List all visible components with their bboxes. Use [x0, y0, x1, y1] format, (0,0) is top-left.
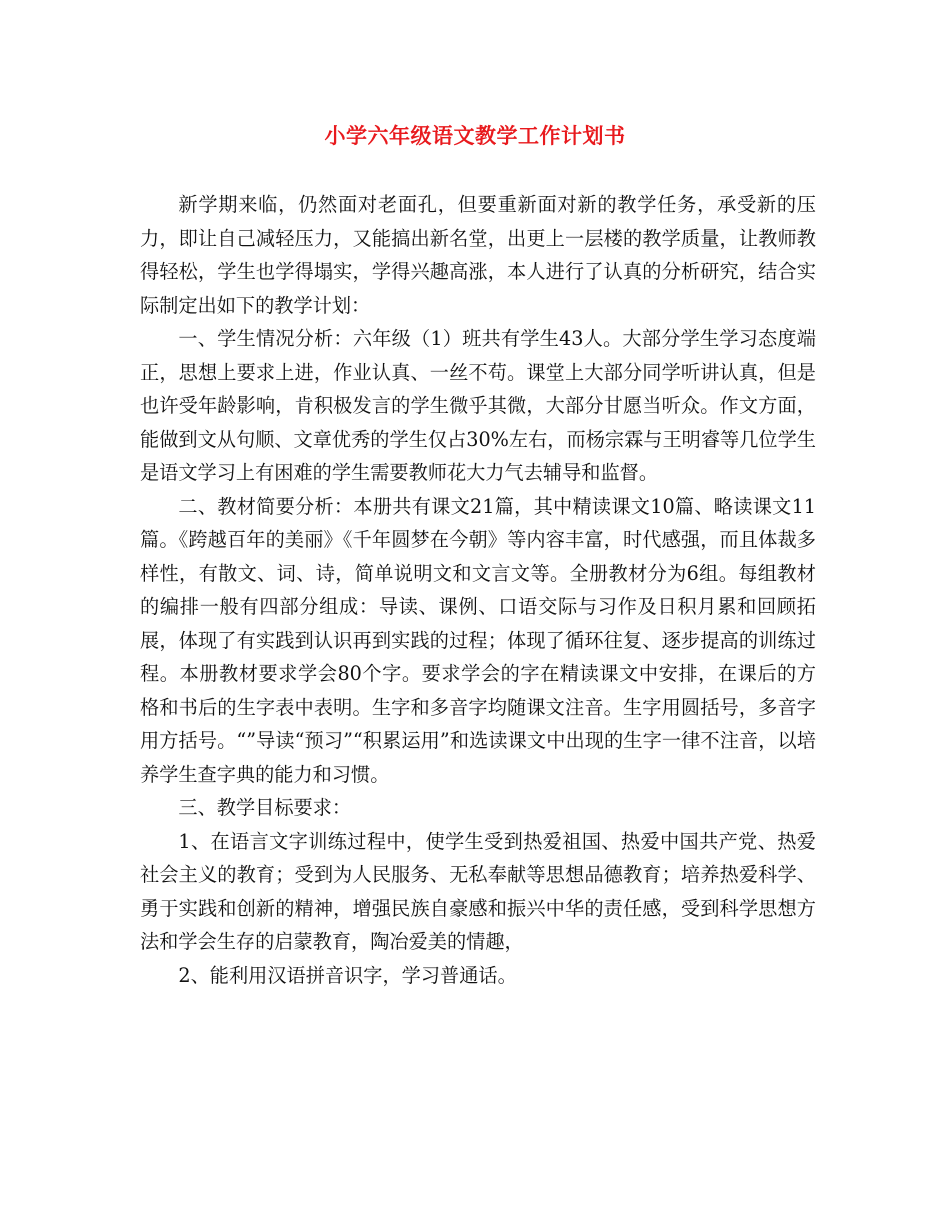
teaching-goals-heading: 三、教学目标要求： [178, 796, 352, 819]
goal-item-1: 1、在语言文字训练过程中，使学生受到热爱祖国、热爱中国共产党、热爱社会主义的教育；受到为人民服务、无私奉献等思想品德教育；培养热爱科学、勇于实践和创新的精神，增强民族自豪感和振兴中华的责任感，受到科学思想方法和学会生存的启蒙教育，陶冶爱美的情趣， [140, 829, 816, 953]
textbook-analysis-paragraph: 二、教材简要分析：本册共有课文21篇，其中精读课文10篇、略读课文11篇。《跨越百年的美丽》《千年圆梦在今朝》等内容丰富，时代感强，而且体裁多样性，有散文、词、诗，简单说明文和文言文等。全册教材分为6组。每组教材的编排一般有四部分组成：导读、课例、口语交际与习作及日积月累和回顾拓展，体现了有实践到认识再到实践的过程；体现了循环往复、逐步提高的训练过程。本册教材要求学会80个字。要求学会的字在精读课文中安排，在课后的方格和书后的生字表中表明。生字和多音字均随课文注音。生字用圆括号，多音字用方括号。“”导读“预习”“积累运用”和选读课文中出现的生字一律不注音，以培养学生查字典的能力和习惯。 [140, 494, 816, 786]
document-body [140, 188, 816, 992]
document-title: 小学六年级语文教学工作计划书 [324, 123, 626, 148]
intro-paragraph: 新学期来临，仍然面对老面孔，但要重新面对新的教学任务，承受新的压力，即让自己减轻压力，又能搞出新名堂，出更上一层楼的教学质量，让教师教得轻松，学生也学得塌实，学得兴趣高涨，本人进行了认真的分析研究，结合实际制定出如下的教学计划： [140, 193, 816, 317]
student-analysis-paragraph: 一、学生情况分析：六年级（1）班共有学生43人。大部分学生学习态度端正，思想上要求上进，作业认真、一丝不苟。课堂上大部分同学听讲认真，但是也许受年龄影响，肯积极发言的学生微乎其微，大部分甘愿当听众。作文方面，能做到文从句顺、文章优秀的学生仅占30%左右，而杨宗霖与王明睿等几位学生是语文学习上有困难的学生需要教师花大力气去辅导和监督。 [140, 327, 816, 484]
goal-item-2: 2、能利用汉语拼音识字，学习普通话。 [178, 963, 517, 987]
